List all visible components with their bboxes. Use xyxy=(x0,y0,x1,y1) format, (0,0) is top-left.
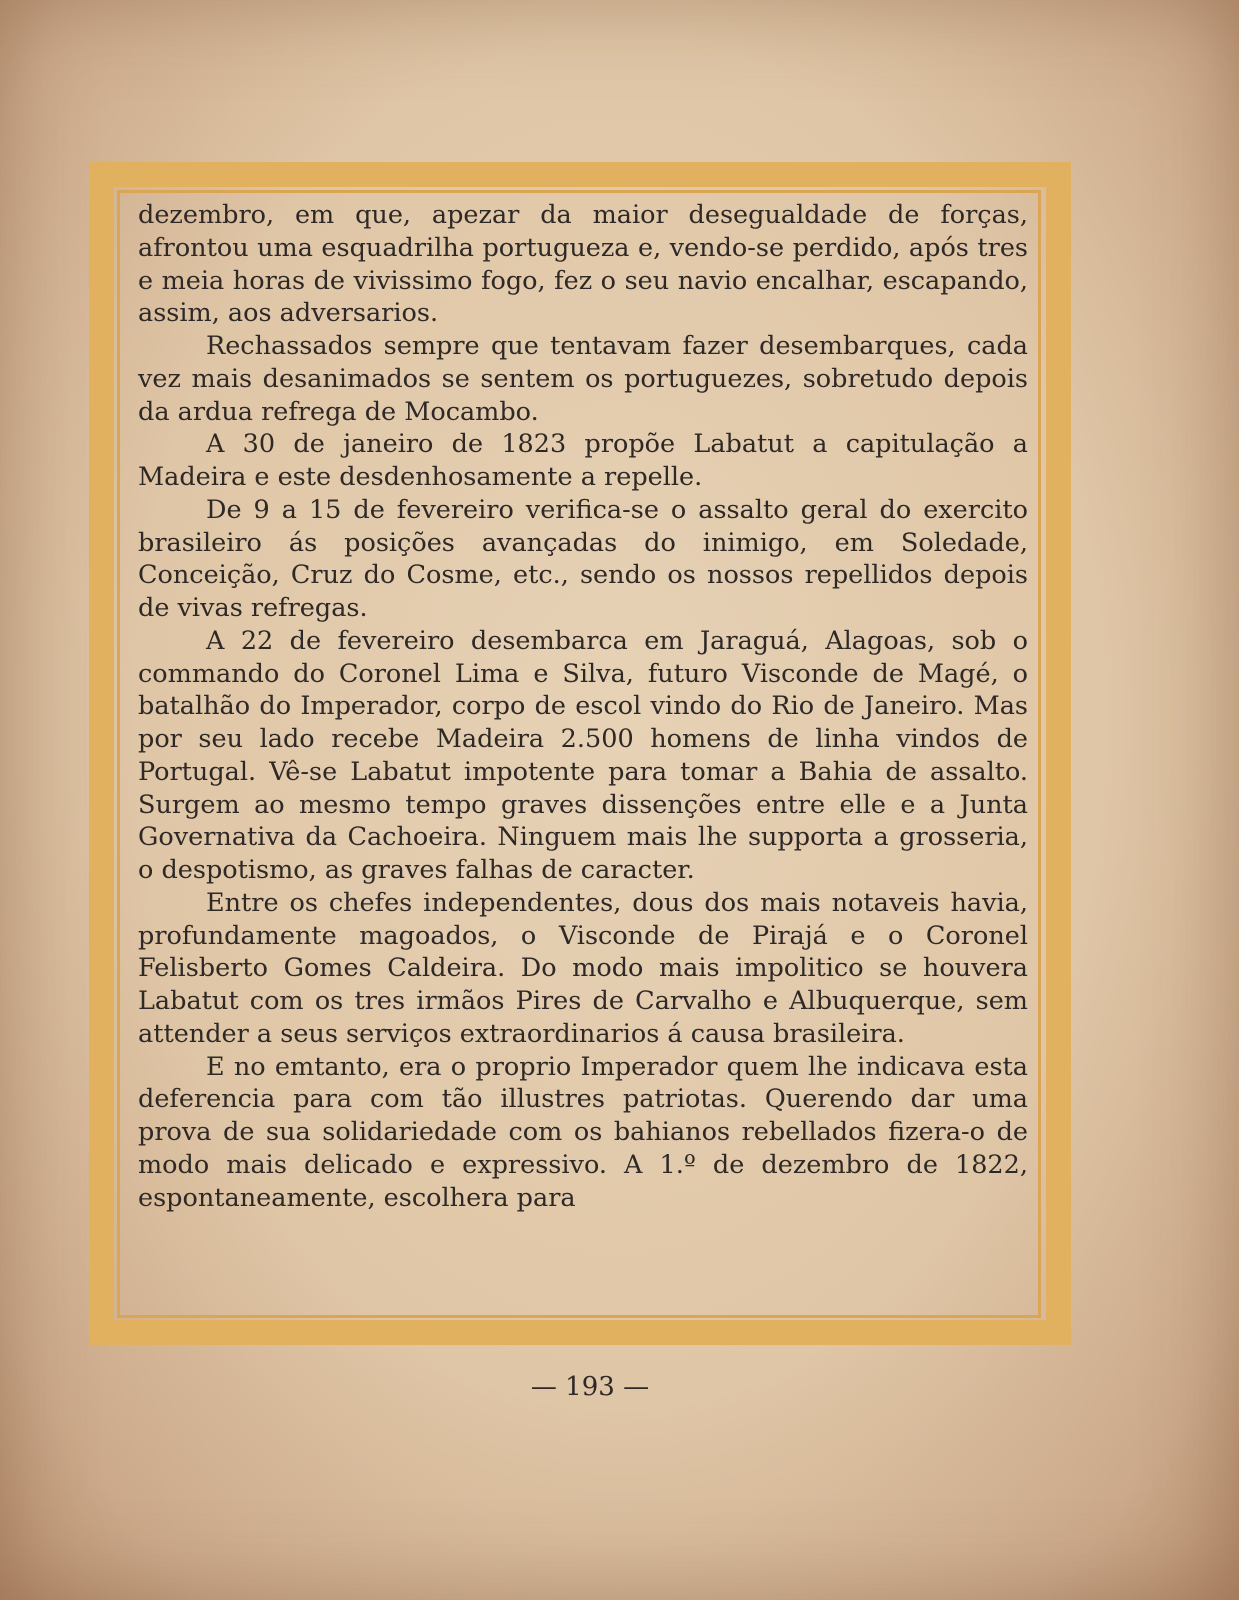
paragraph: E no emtanto, era o proprio Imperador quem lhe indicava esta deferencia para com tão illustres patriotas. Querendo dar uma prova de sua solidariedade com os bahianos rebellados fizera-o de modo mais delicado e expressivo. A 1.º de dezembro de 1822, espontaneamente, escolhera para xyxy=(138,1051,1028,1213)
paragraph: De 9 a 15 de fevereiro verifica-se o assalto geral do exercito brasileiro ás posições avançadas do inimigo, em Soledade, Conceição, Cruz do Cosme, etc., sendo os nossos repellidos depois de vivas refregas. xyxy=(138,494,1028,623)
page-number: — 193 — xyxy=(530,1372,650,1402)
paragraph: A 30 de janeiro de 1823 propõe Labatut a capitulação a Madeira e este desdenhosamente a repelle. xyxy=(138,429,1028,492)
paragraph: Entre os chefes independentes, dous dos mais notaveis havia, profundamente magoados, o Visconde de Pirajá e o Coronel Felisberto Gomes Caldeira. Do modo mais impolitico se houvera Labatut com os tres irmãos Pires de Carvalho e Albuquerque, sem attender a seus serviços extraordinarios á causa brasileira. xyxy=(138,887,1028,1049)
paragraph: dezembro, em que, apezar da maior desegualdade de forças, afrontou uma esquadrilha portugueza e, vendo-se perdido, após tres e meia horas de vivissimo fogo, fez o seu navio encalhar, escapando, assim, aos adversarios. xyxy=(138,200,1028,329)
paragraph: Rechassados sempre que tentavam fazer desembarques, cada vez mais desanimados se sentem os portuguezes, sobretudo depois da ardua refrega de Mocambo. xyxy=(138,331,1028,427)
body-text xyxy=(138,199,1028,1214)
paragraph: A 22 de fevereiro desembarca em Jaraguá, Alagoas, sob o commando do Coronel Lima e Silva, futuro Visconde de Magé, o batalhão do Imperador, corpo de escol vindo do Rio de Janeiro. Mas por seu lado recebe Madeira 2.500 homens de linha vindos de Portugal. Vê-se Labatut impotente para tomar a Bahia de assalto. Surgem ao mesmo tempo graves dissenções entre elle e a Junta Governativa da Cachoeira. Ninguem mais lhe supporta a grosseria, o despotismo, as graves falhas de caracter. xyxy=(138,625,1028,885)
